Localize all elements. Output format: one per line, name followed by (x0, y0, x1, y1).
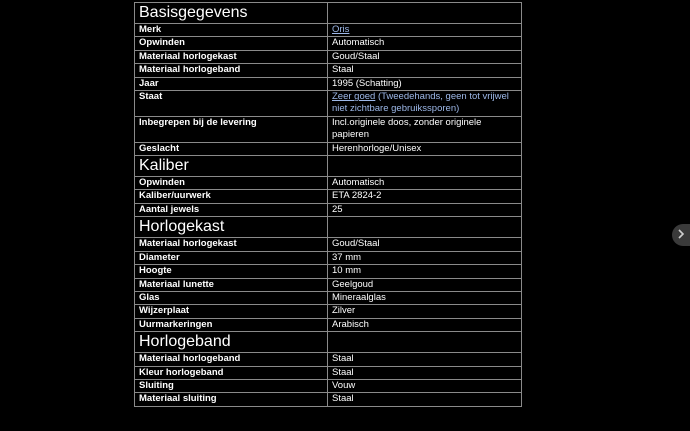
row-label: Glas (135, 291, 328, 304)
row-value: 37 mm (328, 251, 522, 264)
table-row (135, 77, 522, 90)
table-row (135, 37, 522, 50)
row-label: Materiaal horlogeband (135, 64, 328, 77)
section-title: Horlogekast (135, 217, 328, 238)
row-label: Opwinden (135, 177, 328, 190)
row-label: Materiaal horlogeband (135, 353, 328, 366)
table-row (135, 91, 522, 117)
table-row (135, 265, 522, 278)
table-row (135, 366, 522, 379)
row-value: Staal (328, 366, 522, 379)
section-header-kaliber (135, 156, 522, 177)
row-label: Kleur horlogeband (135, 366, 328, 379)
row-value: Herenhorloge/Unisex (328, 142, 522, 155)
row-value: Goud/Staal (328, 238, 522, 251)
row-label: Materiaal horlogekast (135, 50, 328, 63)
chevron-right-icon (676, 226, 686, 244)
row-label: Jaar (135, 77, 328, 90)
row-label: Merk (135, 24, 328, 37)
table-row (135, 142, 522, 155)
row-label: Materiaal horlogekast (135, 238, 328, 251)
row-value: Goud/Staal (328, 50, 522, 63)
row-label: Opwinden (135, 37, 328, 50)
section-header-basisgegevens (135, 3, 522, 24)
row-value: 1995 (Schatting) (328, 77, 522, 90)
row-value: Zilver (328, 305, 522, 318)
row-label: Uurmarkeringen (135, 318, 328, 331)
row-value: ETA 2824-2 (328, 190, 522, 203)
condition-link[interactable]: Zeer goed (332, 91, 376, 103)
table-row (135, 353, 522, 366)
row-label: Materiaal lunette (135, 278, 328, 291)
table-row (135, 379, 522, 392)
row-label: Wijzerplaat (135, 305, 328, 318)
section-title: Basisgegevens (135, 3, 328, 24)
table-row (135, 203, 522, 216)
specifications-table (134, 2, 522, 407)
row-value: Automatisch (328, 37, 522, 50)
row-label: Inbegrepen bij de levering (135, 116, 328, 142)
row-label: Materiaal sluiting (135, 393, 328, 406)
row-value: 25 (328, 203, 522, 216)
row-value: Staal (328, 64, 522, 77)
table-row (135, 318, 522, 331)
section-title: Kaliber (135, 156, 328, 177)
next-image-button[interactable] (672, 224, 690, 246)
row-value: Staal (328, 353, 522, 366)
table-row (135, 393, 522, 406)
brand-link[interactable]: Oris (332, 24, 350, 35)
table-row (135, 24, 522, 37)
section-header-horlogeband (135, 332, 522, 353)
table-row (135, 116, 522, 142)
table-row (135, 278, 522, 291)
row-value: 10 mm (328, 265, 522, 278)
table-row (135, 305, 522, 318)
row-value: Automatisch (328, 177, 522, 190)
row-value: Mineraalglas (328, 291, 522, 304)
section-header-horlogekast (135, 217, 522, 238)
table-row (135, 64, 522, 77)
table-row (135, 177, 522, 190)
table-row (135, 251, 522, 264)
row-label: Geslacht (135, 142, 328, 155)
row-value: Vouw (328, 379, 522, 392)
row-value: Staal (328, 393, 522, 406)
section-title: Horlogeband (135, 332, 328, 353)
table-row (135, 291, 522, 304)
row-label: Diameter (135, 251, 328, 264)
row-label: Sluiting (135, 379, 328, 392)
row-value: Geelgoud (328, 278, 522, 291)
row-label: Staat (135, 91, 328, 117)
row-label: Kaliber/uurwerk (135, 190, 328, 203)
row-label: Hoogte (135, 265, 328, 278)
table-row (135, 50, 522, 63)
condition-detail: (Tweedehands, geen tot vrijwel niet zichtbare gebruikssporen) (332, 91, 509, 115)
row-value: Arabisch (328, 318, 522, 331)
table-row (135, 190, 522, 203)
row-value: Incl.originele doos, zonder originele papieren (328, 116, 522, 142)
table-row (135, 238, 522, 251)
row-label: Aantal jewels (135, 203, 328, 216)
